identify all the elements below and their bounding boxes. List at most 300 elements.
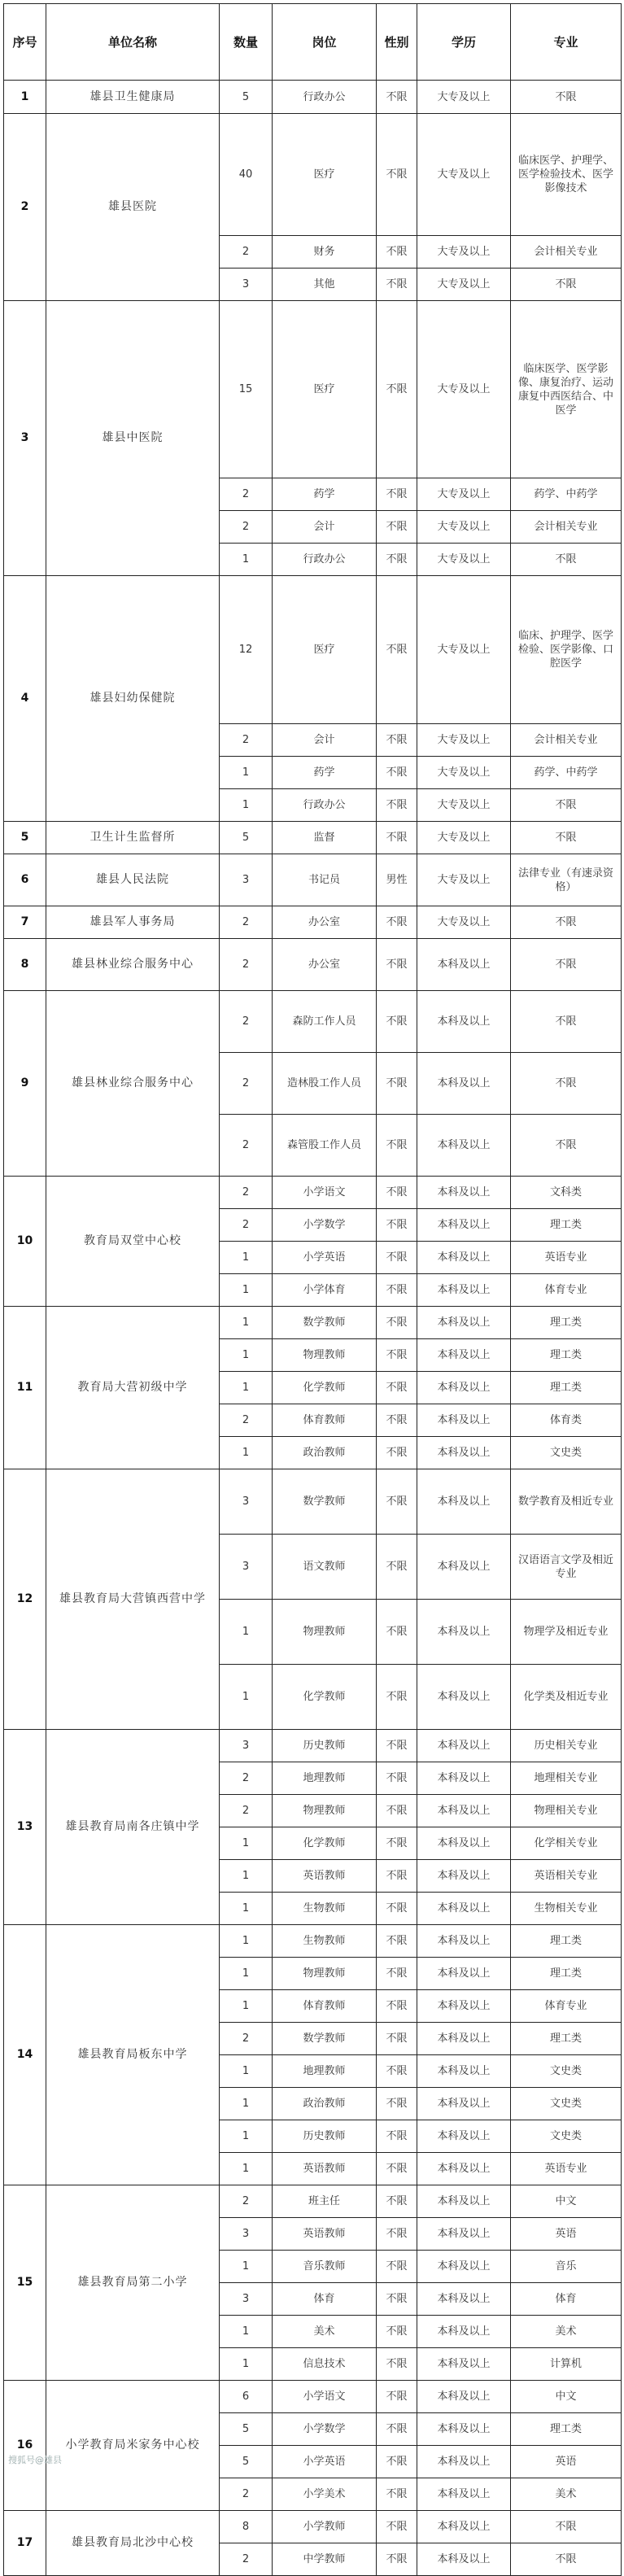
major-cell: 文史类 (511, 1437, 622, 1469)
header-count: 数量 (220, 4, 273, 81)
major-cell: 药学、中药学 (511, 757, 622, 789)
position-cell: 小学体育 (273, 1274, 377, 1307)
major-cell: 不限 (511, 789, 622, 822)
position-cell: 数学教师 (273, 1469, 377, 1535)
count-cell: 3 (220, 2283, 273, 2316)
education-cell: 本科及以上 (417, 1990, 511, 2023)
gender-cell: 不限 (377, 1307, 417, 1339)
education-cell: 本科及以上 (417, 1762, 511, 1795)
education-cell: 本科及以上 (417, 1274, 511, 1307)
unit-name: 雄县妇幼保健院 (46, 576, 220, 822)
major-cell: 物理相关专业 (511, 1795, 622, 1827)
header-position: 岗位 (273, 4, 377, 81)
gender-cell: 不限 (377, 2478, 417, 2511)
position-cell: 地理教师 (273, 2055, 377, 2088)
position-cell: 数学教师 (273, 2023, 377, 2055)
count-cell: 2 (220, 511, 273, 544)
major-cell: 不限 (511, 2511, 622, 2543)
major-cell: 理工类 (511, 1339, 622, 1372)
education-cell: 本科及以上 (417, 2446, 511, 2478)
position-cell: 小学语文 (273, 2381, 377, 2413)
gender-cell: 不限 (377, 1209, 417, 1242)
position-cell: 中学教师 (273, 2543, 377, 2576)
unit-seq: 14 (4, 1925, 46, 2185)
gender-cell: 不限 (377, 906, 417, 939)
major-cell: 化学相关专业 (511, 1827, 622, 1860)
major-cell: 不限 (511, 269, 622, 301)
education-cell: 本科及以上 (417, 1893, 511, 1925)
major-cell: 英语专业 (511, 1242, 622, 1274)
gender-cell: 不限 (377, 2381, 417, 2413)
position-cell: 化学教师 (273, 1665, 377, 1730)
gender-cell: 不限 (377, 1404, 417, 1437)
gender-cell: 不限 (377, 269, 417, 301)
gender-cell: 不限 (377, 1242, 417, 1274)
unit-name: 雄县教育局南各庄镇中学 (46, 1730, 220, 1925)
gender-cell: 不限 (377, 1665, 417, 1730)
major-cell: 中文 (511, 2381, 622, 2413)
gender-cell: 不限 (377, 2088, 417, 2120)
position-cell: 财务 (273, 236, 377, 269)
table-row (4, 991, 622, 1053)
gender-cell: 不限 (377, 789, 417, 822)
major-cell: 不限 (511, 2543, 622, 2576)
major-cell: 理工类 (511, 2023, 622, 2055)
count-cell: 1 (220, 2153, 273, 2185)
education-cell: 本科及以上 (417, 1372, 511, 1404)
position-cell: 物理教师 (273, 1958, 377, 1990)
unit-seq: 6 (4, 854, 46, 906)
count-cell: 2 (220, 724, 273, 757)
education-cell: 本科及以上 (417, 2153, 511, 2185)
header-major: 专业 (511, 4, 622, 81)
education-cell: 大专及以上 (417, 576, 511, 724)
education-cell: 本科及以上 (417, 2511, 511, 2543)
count-cell: 5 (220, 2413, 273, 2446)
position-cell: 会计 (273, 724, 377, 757)
education-cell: 大专及以上 (417, 114, 511, 236)
header-education: 学历 (417, 4, 511, 81)
education-cell: 大专及以上 (417, 301, 511, 478)
count-cell: 2 (220, 2185, 273, 2218)
education-cell: 大专及以上 (417, 269, 511, 301)
count-cell: 1 (220, 2316, 273, 2348)
major-cell: 理工类 (511, 1925, 622, 1958)
table-row (4, 939, 622, 991)
position-cell: 行政办公 (273, 544, 377, 576)
major-cell: 体育 (511, 2283, 622, 2316)
education-cell: 本科及以上 (417, 1827, 511, 1860)
position-cell: 体育 (273, 2283, 377, 2316)
table-row (4, 1925, 622, 1958)
gender-cell: 不限 (377, 2185, 417, 2218)
gender-cell: 不限 (377, 1469, 417, 1535)
unit-name: 小学教育局米家务中心校 (46, 2381, 220, 2511)
major-cell: 文科类 (511, 1177, 622, 1209)
count-cell: 1 (220, 1827, 273, 1860)
count-cell: 1 (220, 1242, 273, 1274)
education-cell: 本科及以上 (417, 1665, 511, 1730)
major-cell: 理工类 (511, 2413, 622, 2446)
count-cell: 2 (220, 2478, 273, 2511)
unit-seq: 2 (4, 114, 46, 301)
unit-name: 教育局大营初级中学 (46, 1307, 220, 1469)
major-cell: 体育类 (511, 1404, 622, 1437)
unit-name: 雄县教育局第二小学 (46, 2185, 220, 2381)
major-cell: 理工类 (511, 1307, 622, 1339)
unit-seq: 10 (4, 1177, 46, 1307)
gender-cell: 不限 (377, 2055, 417, 2088)
unit-seq: 13 (4, 1730, 46, 1925)
gender-cell: 不限 (377, 1925, 417, 1958)
position-cell: 英语教师 (273, 2153, 377, 2185)
table-row (4, 1177, 622, 1209)
major-cell: 不限 (511, 822, 622, 854)
major-cell: 数学教育及相近专业 (511, 1469, 622, 1535)
major-cell: 英语专业 (511, 2153, 622, 2185)
gender-cell: 不限 (377, 1274, 417, 1307)
education-cell: 本科及以上 (417, 1860, 511, 1893)
education-cell: 大专及以上 (417, 854, 511, 906)
count-cell: 12 (220, 576, 273, 724)
position-cell: 生物教师 (273, 1893, 377, 1925)
unit-seq: 4 (4, 576, 46, 822)
major-cell: 英语 (511, 2446, 622, 2478)
gender-cell: 不限 (377, 1730, 417, 1762)
gender-cell: 不限 (377, 1990, 417, 2023)
major-cell: 文史类 (511, 2120, 622, 2153)
count-cell: 15 (220, 301, 273, 478)
gender-cell: 不限 (377, 81, 417, 114)
education-cell: 本科及以上 (417, 2283, 511, 2316)
count-cell: 1 (220, 2120, 273, 2153)
gender-cell: 不限 (377, 1437, 417, 1469)
major-cell: 文史类 (511, 2088, 622, 2120)
major-cell: 英语 (511, 2218, 622, 2251)
count-cell: 1 (220, 1600, 273, 1665)
education-cell: 本科及以上 (417, 2251, 511, 2283)
unit-name: 雄县教育局北沙中心校 (46, 2511, 220, 2576)
unit-seq: 9 (4, 991, 46, 1177)
gender-cell: 不限 (377, 724, 417, 757)
position-cell: 英语教师 (273, 2218, 377, 2251)
count-cell: 3 (220, 1730, 273, 1762)
major-cell: 物理学及相近专业 (511, 1600, 622, 1665)
unit-seq: 1 (4, 81, 46, 114)
education-cell: 本科及以上 (417, 1600, 511, 1665)
count-cell: 2 (220, 1115, 273, 1177)
education-cell: 大专及以上 (417, 724, 511, 757)
unit-seq: 8 (4, 939, 46, 991)
table-row (4, 1307, 622, 1339)
position-cell: 数学教师 (273, 1307, 377, 1339)
gender-cell: 不限 (377, 822, 417, 854)
count-cell: 1 (220, 2088, 273, 2120)
education-cell: 大专及以上 (417, 789, 511, 822)
gender-cell: 不限 (377, 1177, 417, 1209)
education-cell: 本科及以上 (417, 2478, 511, 2511)
position-cell: 语文教师 (273, 1535, 377, 1600)
education-cell: 大专及以上 (417, 511, 511, 544)
education-cell: 本科及以上 (417, 2055, 511, 2088)
education-cell: 大专及以上 (417, 822, 511, 854)
education-cell: 本科及以上 (417, 2543, 511, 2576)
gender-cell: 不限 (377, 544, 417, 576)
table-row (4, 2381, 622, 2413)
count-cell: 1 (220, 1274, 273, 1307)
position-cell: 地理教师 (273, 1762, 377, 1795)
unit-name: 雄县军人事务局 (46, 906, 220, 939)
count-cell: 1 (220, 1372, 273, 1404)
count-cell: 2 (220, 939, 273, 991)
unit-name: 雄县林业综合服务中心 (46, 939, 220, 991)
unit-seq: 3 (4, 301, 46, 576)
count-cell: 6 (220, 2381, 273, 2413)
education-cell: 大专及以上 (417, 81, 511, 114)
gender-cell: 不限 (377, 1958, 417, 1990)
position-cell: 美术 (273, 2316, 377, 2348)
gender-cell: 不限 (377, 2153, 417, 2185)
education-cell: 本科及以上 (417, 1404, 511, 1437)
table-row (4, 1730, 622, 1762)
table-row (4, 1469, 622, 1535)
count-cell: 1 (220, 1893, 273, 1925)
major-cell: 不限 (511, 1053, 622, 1115)
count-cell: 1 (220, 1339, 273, 1372)
position-cell: 化学教师 (273, 1372, 377, 1404)
count-cell: 1 (220, 544, 273, 576)
count-cell: 40 (220, 114, 273, 236)
position-cell: 森管股工作人员 (273, 1115, 377, 1177)
position-cell: 物理教师 (273, 1600, 377, 1665)
gender-cell: 不限 (377, 1795, 417, 1827)
education-cell: 本科及以上 (417, 1053, 511, 1115)
count-cell: 2 (220, 1795, 273, 1827)
unit-name: 雄县卫生健康局 (46, 81, 220, 114)
table-row (4, 906, 622, 939)
position-cell: 英语教师 (273, 1860, 377, 1893)
position-cell: 行政办公 (273, 789, 377, 822)
major-cell: 理工类 (511, 1209, 622, 1242)
gender-cell: 不限 (377, 576, 417, 724)
education-cell: 本科及以上 (417, 1795, 511, 1827)
count-cell: 3 (220, 854, 273, 906)
position-cell: 生物教师 (273, 1925, 377, 1958)
major-cell: 不限 (511, 939, 622, 991)
position-cell: 行政办公 (273, 81, 377, 114)
education-cell: 大专及以上 (417, 478, 511, 511)
position-cell: 小学数学 (273, 1209, 377, 1242)
table-row (4, 822, 622, 854)
unit-name: 雄县林业综合服务中心 (46, 991, 220, 1177)
position-cell: 信息技术 (273, 2348, 377, 2381)
unit-name: 雄县中医院 (46, 301, 220, 576)
gender-cell: 不限 (377, 1372, 417, 1404)
count-cell: 5 (220, 2446, 273, 2478)
major-cell: 美术 (511, 2478, 622, 2511)
gender-cell: 不限 (377, 2348, 417, 2381)
major-cell: 临床、护理学、医学检验、医学影像、口腔医学 (511, 576, 622, 724)
education-cell: 本科及以上 (417, 1535, 511, 1600)
unit-seq: 17 (4, 2511, 46, 2576)
gender-cell: 不限 (377, 2316, 417, 2348)
major-cell: 地理相关专业 (511, 1762, 622, 1795)
gender-cell: 不限 (377, 2023, 417, 2055)
education-cell: 本科及以上 (417, 2348, 511, 2381)
position-cell: 其他 (273, 269, 377, 301)
position-cell: 物理教师 (273, 1339, 377, 1372)
major-cell: 药学、中药学 (511, 478, 622, 511)
unit-name: 雄县教育局大营镇西营中学 (46, 1469, 220, 1730)
count-cell: 1 (220, 1665, 273, 1730)
major-cell: 生物相关专业 (511, 1893, 622, 1925)
gender-cell: 不限 (377, 1893, 417, 1925)
count-cell: 2 (220, 478, 273, 511)
count-cell: 3 (220, 2218, 273, 2251)
count-cell: 3 (220, 1535, 273, 1600)
position-cell: 政治教师 (273, 2088, 377, 2120)
major-cell: 不限 (511, 81, 622, 114)
position-cell: 药学 (273, 478, 377, 511)
position-cell: 小学教师 (273, 2511, 377, 2543)
count-cell: 1 (220, 1307, 273, 1339)
position-cell: 办公室 (273, 939, 377, 991)
education-cell: 本科及以上 (417, 2120, 511, 2153)
gender-cell: 不限 (377, 478, 417, 511)
count-cell: 1 (220, 757, 273, 789)
position-cell: 会计 (273, 511, 377, 544)
major-cell: 中文 (511, 2185, 622, 2218)
gender-cell: 不限 (377, 2413, 417, 2446)
education-cell: 本科及以上 (417, 1437, 511, 1469)
position-cell: 办公室 (273, 906, 377, 939)
count-cell: 1 (220, 1990, 273, 2023)
major-cell: 化学类及相近专业 (511, 1665, 622, 1730)
major-cell: 法律专业（有速录资格） (511, 854, 622, 906)
count-cell: 5 (220, 822, 273, 854)
education-cell: 本科及以上 (417, 2381, 511, 2413)
unit-name: 雄县人民法院 (46, 854, 220, 906)
gender-cell: 不限 (377, 2446, 417, 2478)
position-cell: 药学 (273, 757, 377, 789)
education-cell: 本科及以上 (417, 1242, 511, 1274)
count-cell: 1 (220, 1437, 273, 1469)
gender-cell: 不限 (377, 2251, 417, 2283)
major-cell: 不限 (511, 1115, 622, 1177)
table-row (4, 301, 622, 478)
count-cell: 2 (220, 991, 273, 1053)
position-cell: 政治教师 (273, 1437, 377, 1469)
education-cell: 本科及以上 (417, 939, 511, 991)
major-cell: 临床医学、医学影像、康复治疗、运动康复中西医结合、中医学 (511, 301, 622, 478)
major-cell: 理工类 (511, 1372, 622, 1404)
count-cell: 2 (220, 1404, 273, 1437)
position-cell: 医疗 (273, 576, 377, 724)
count-cell: 1 (220, 789, 273, 822)
count-cell: 3 (220, 1469, 273, 1535)
unit-seq: 11 (4, 1307, 46, 1469)
count-cell: 2 (220, 2023, 273, 2055)
unit-seq: 16 (4, 2381, 46, 2511)
education-cell: 本科及以上 (417, 1469, 511, 1535)
education-cell: 本科及以上 (417, 1115, 511, 1177)
table-row (4, 2185, 622, 2218)
gender-cell: 不限 (377, 2283, 417, 2316)
count-cell: 2 (220, 236, 273, 269)
watermark: 搜狐号@雄县 (8, 2455, 62, 2465)
education-cell: 本科及以上 (417, 1307, 511, 1339)
position-cell: 小学英语 (273, 1242, 377, 1274)
major-cell: 美术 (511, 2316, 622, 2348)
major-cell: 理工类 (511, 1958, 622, 1990)
education-cell: 本科及以上 (417, 1730, 511, 1762)
position-cell: 小学数学 (273, 2413, 377, 2446)
header-gender: 性别 (377, 4, 417, 81)
education-cell: 本科及以上 (417, 2088, 511, 2120)
major-cell: 会计相关专业 (511, 236, 622, 269)
education-cell: 本科及以上 (417, 2185, 511, 2218)
unit-seq: 15 (4, 2185, 46, 2381)
position-cell: 小学英语 (273, 2446, 377, 2478)
gender-cell: 不限 (377, 1053, 417, 1115)
gender-cell: 不限 (377, 301, 417, 478)
header-unit: 单位名称 (46, 4, 220, 81)
count-cell: 5 (220, 81, 273, 114)
unit-seq: 12 (4, 1469, 46, 1730)
unit-seq: 5 (4, 822, 46, 854)
table-row (4, 2511, 622, 2543)
count-cell: 2 (220, 1177, 273, 1209)
gender-cell: 不限 (377, 1762, 417, 1795)
major-cell: 体育专业 (511, 1990, 622, 2023)
position-cell: 历史教师 (273, 2120, 377, 2153)
table-row (4, 81, 622, 114)
gender-cell: 不限 (377, 991, 417, 1053)
education-cell: 大专及以上 (417, 757, 511, 789)
position-cell: 书记员 (273, 854, 377, 906)
position-cell: 医疗 (273, 301, 377, 478)
major-cell: 不限 (511, 544, 622, 576)
position-cell: 造林股工作人员 (273, 1053, 377, 1115)
gender-cell: 不限 (377, 939, 417, 991)
count-cell: 2 (220, 2543, 273, 2576)
gender-cell: 不限 (377, 757, 417, 789)
education-cell: 本科及以上 (417, 1958, 511, 1990)
position-cell: 物理教师 (273, 1795, 377, 1827)
gender-cell: 不限 (377, 1860, 417, 1893)
major-cell: 计算机 (511, 2348, 622, 2381)
position-cell: 历史教师 (273, 1730, 377, 1762)
gender-cell: 不限 (377, 2120, 417, 2153)
gender-cell: 不限 (377, 2511, 417, 2543)
gender-cell: 不限 (377, 114, 417, 236)
header-row (4, 4, 622, 81)
count-cell: 1 (220, 1860, 273, 1893)
header-seq: 序号 (4, 4, 46, 81)
count-cell: 1 (220, 1958, 273, 1990)
education-cell: 大专及以上 (417, 236, 511, 269)
count-cell: 8 (220, 2511, 273, 2543)
major-cell: 体育专业 (511, 1274, 622, 1307)
count-cell: 1 (220, 2348, 273, 2381)
count-cell: 2 (220, 1053, 273, 1115)
major-cell: 文史类 (511, 2055, 622, 2088)
gender-cell: 不限 (377, 1535, 417, 1600)
education-cell: 本科及以上 (417, 1925, 511, 1958)
position-cell: 医疗 (273, 114, 377, 236)
education-cell: 本科及以上 (417, 1209, 511, 1242)
count-cell: 1 (220, 2251, 273, 2283)
